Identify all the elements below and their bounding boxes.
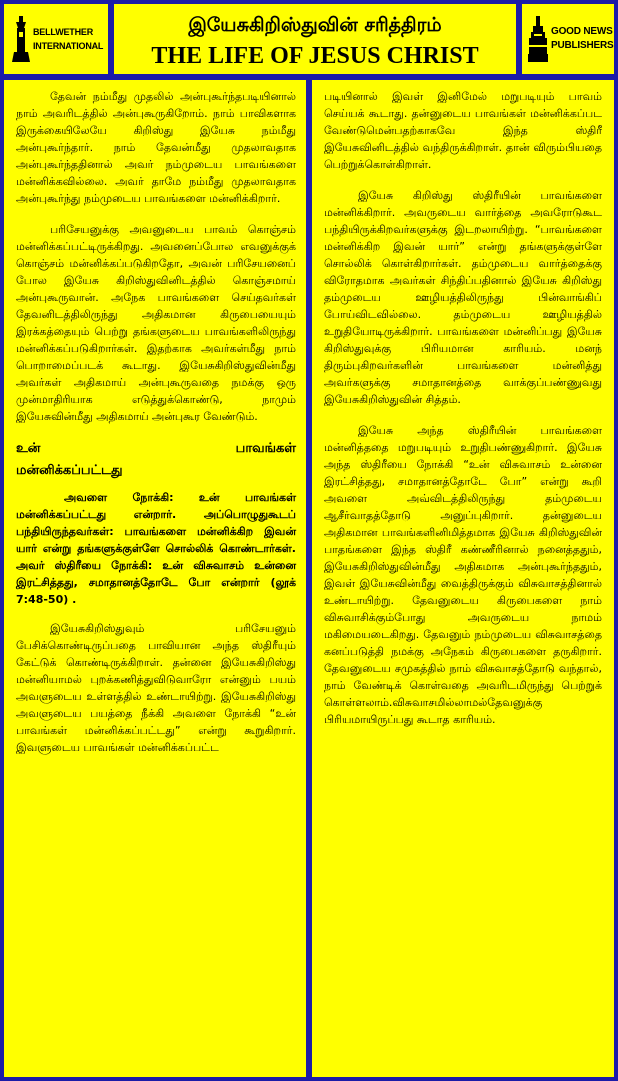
- title-english: THE LIFE OF JESUS CHRIST: [151, 43, 479, 69]
- bellwether-tower-icon: [12, 14, 30, 64]
- left-logo-line1: BELLWETHER: [33, 27, 93, 37]
- section-heading-word2: பாவங்கள்: [235, 441, 296, 456]
- good-news-logo: [522, 4, 614, 74]
- left-column: [4, 80, 306, 1077]
- right-paragraph-3: இயேசு அந்த ஸ்திரீயின் பாவங்களை மன்னித்ததை மறுபடியும் உறுதிபண்ணுகிறார். இயேசு அந்த ஸ்திரீயை நோக்கி “உன் விசுவாசம் உன்னை இரட்சித்தது, சமாதானத்தோடே போ” என்று கூறி அவளை அவ்விடத்திலிருந்து தம்முடைய ஆசீர்வாதத்தோடு அனுப்புகிறார். தன்னுடைய அதிகமான பாவங்களினிமித்தமாக இயேசு கிறிஸ்துவின் பாதங்களை இந்த ஸ்திரீ கண்ணீரினால் நனைத்ததும், இயேசுகிறிஸ்துவின்மீது அதிகமாக அன்புகூர்ந்ததும், இவள் இயேசுவின்மீது வைத்திருக்கும் விசுவாசத்தினால் உண்டாயிற்று. தேவனுடைய கிருபைகளை நாம் விசுவாசிக்கும்போது அவருடைய நாமம் மகிமையடைகிறது. தேவனும் நம்முடைய விசுவாசத்தை கனப்படுத்தி நமக்கு அநேகம் கிருபைகளை தருகிறார். தேவனுடைய சமுகத்தில் நாம் விசுவாசத்தோடு வந்தால், நாம் வேண்டிக் கொள்வதை அவரிடமிருந்து பெற்றுக் கொள்ளலாம்.விசுவாசமில்லாமல்தேவனுக்கு பிரியமாயிருப்பது கூடாத காரியம்.: [324, 424, 602, 726]
- page-title-box: [114, 4, 516, 74]
- left-paragraph-3: இயேசுகிறிஸ்துவும் பரிசேயனும் பேசிக்கொண்டிருப்பதை பாவியான அந்த ஸ்திரீயும் கேட்டுக் கொண்டிருக்கிறாள். தன்னை இயேசுகிறிஸ்து மன்னியாமல் புறக்கணித்துவிடுவாரோ என்னும் பயம் அவளுடைய உள்ளத்தில் உண்டாயிற்று. இயேசுகிறிஸ்து அவளுடைய பயத்தை நீக்கி அவளை நோக்கி “உன் பாவங்கள் மன்னிக்கப்பட்டது” என்று கூறுகிறார். இவளுடைய பாவங்கள் மன்னிக்கப்பட்ட: [16, 622, 296, 754]
- section-heading-line1: [16, 439, 296, 459]
- right-column: [312, 80, 614, 1077]
- right-logo-line2: PUBLISHERS: [551, 40, 614, 51]
- right-logo-line1: GOOD NEWS: [551, 26, 613, 37]
- right-paragraph-1: படியினால் இவள் இனிமேல் மறுபடியும் பாவம் செய்யக் கூடாது. தன்னுடைய பாவங்கள் மன்னிக்கப்பட வேண்டுமென்பதற்காகவே இந்த ஸ்திரீ இயேசுவினிடத்தில் வந்திருக்கிறாள். தான் விரும்பியதை பெற்றுக்கொள்கிறாள்.: [324, 90, 602, 171]
- bellwether-logo: [4, 4, 108, 74]
- left-logo-line2: INTERNATIONAL: [33, 41, 104, 51]
- scripture-quote: அவளை நோக்கி: உன் பாவங்கள் மன்னிக்கப்பட்டது என்றார். அப்பொழுதுகூடப் பந்தியிருந்தவர்கள்: பாவங்களை மன்னிக்கிற இவன் யார் என்று தங்களுக்குள்ளே சொல்லிக் கொண்டார்கள். அவர் ஸ்திரீயை நோக்கி: உன் விசுவாசம் உன்னை இரட்சித்தது, சமாதானத்தோடே போ என்றார் (லூக் 7:48-50) .: [16, 491, 296, 606]
- left-paragraph-1: தேவன் நம்மீது முதலில் அன்புகூர்ந்தபடியினால் நாம் அவரிடத்தில் அன்புகூருகிறோம். நாம் பாவிகளாக இருக்கையிலேயே கிறிஸ்து இயேசு நம்மீது அன்புகூர்ந்தார். நாம் தேவன்மீது முதலாவதாக அன்புகூர்ந்ததினால் அவர் நம்முடைய பாவங்களை மன்னிக்கவில்லை. அவர் தாமே நம்மீது முதலாவதாக அன்புகூர்ந்து நம்முடைய பாவங்களை மன்னிக்கிறார்.: [16, 90, 296, 205]
- section-heading-word1: உன்: [16, 441, 41, 456]
- left-paragraph-2: பரிசேயனுக்கு அவனுடைய பாவம் கொஞ்சம் மன்னிக்கப்பட்டிருக்கிறது. அவனைப்போல எவனுக்குக் கொஞ்சம் மன்னிக்கப்படுகிறதோ, அவன் பரிசேயனைப் போல இயேசு கிறிஸ்துவினிடத்தில் கொஞ்சமாய் அன்புகூருவான். அநேக பாவங்களை செய்தவர்கள் தேவனிடத்திலிருந்து அதிகமான கிருபையையும் இரக்கத்தையும் பெற்று தங்களுடைய பாவங்களிலிருந்து மன்னிக்கப்படுகிறார்கள். இதற்காக அவர்கள்மீது நாம் பொறாமைப்படக் கூடாது. இயேசுகிறிஸ்துவின்மீது அவர்கள் அதிகமாய் அன்புகூருவதை நமக்கு ஒரு முன்மாதிரியாக எடுத்துக்கொண்டு, நாமும் இயேசுவின்மீது அதிகமாய் அன்புகூர வேண்டும்.: [16, 223, 296, 423]
- title-tamil: இயேசுகிறிஸ்துவின் சரித்திரம்: [188, 14, 442, 36]
- book-stack-icon: [528, 14, 548, 64]
- right-paragraph-2: இயேசு கிறிஸ்து ஸ்திரீயின் பாவங்களை மன்னிக்கிறார். அவருடைய வார்த்தை அவரோடுகூட பந்தியிருக்கிறவர்களுக்கு இடறலாயிற்று. “பாவங்களை மன்னிக்கிற இவன் யார்” என்று தங்களுக்குள்ளே சொல்லிக் கொள்கிறார்கள். தம்முடைய வார்த்தைக்கு விரோதமாக அவர்கள் சிந்திப்பதினால் இயேசு கிறிஸ்து தம்முடைய ஊழியத்திலிருந்து பின்வாங்கிப் போய்விடவில்லை. தம்முடைய ஊழியத்தில் உறுதியோடிருக்கிறார். பாவங்களை மன்னிப்பது இயேசு கிறிஸ்துவுக்கு பிரியமான காரியம். மனந் திரும்புகிறவர்களின் பாவங்களை மன்னித்து அவர்களுக்கு சமாதானத்தை வாக்குப்பண்ணுவது இயேசுகிறிஸ்துவின் சித்தம்.: [324, 189, 602, 406]
- section-heading-line2: மன்னிக்கப்பட்டது: [16, 463, 123, 478]
